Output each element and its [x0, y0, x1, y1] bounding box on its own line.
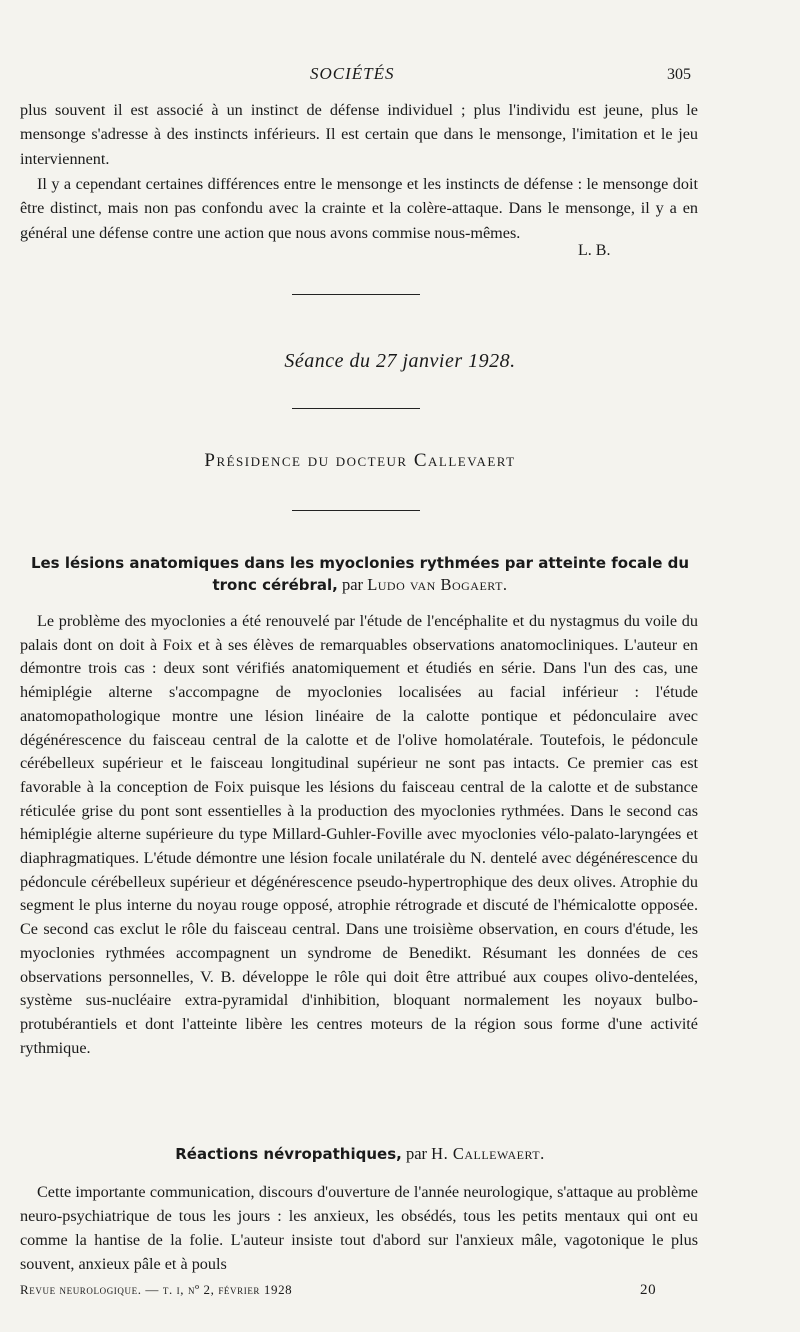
presidence-heading: Présidence du docteur Callevaert	[204, 450, 516, 471]
article-2-by: par	[405, 1144, 428, 1163]
article-2-title: Réactions névropathiques,	[175, 1145, 402, 1163]
intro-paragraph-1: plus souvent il est associé à un instinct de défense individuel ; plus l'individu est jeune, plus le mensonge s'adresse à des instincts inférieurs. Il est certain que dans le mensonge, l'imitation et le jeu interviennent.	[20, 101, 698, 168]
signature-mark: 20	[640, 1282, 657, 1298]
intro-signature: L. B.	[578, 242, 611, 259]
page-number: 305	[667, 66, 691, 83]
section-rule-2	[292, 408, 420, 409]
journal-citation: Revue neurologique. — t. i, nº 2, février 1928	[20, 1282, 293, 1297]
article-2-body: Cette importante communication, discours d'ouverture de l'année neurologique, s'attaque au problème neuro-psychiatrique de tous les jours : les anxieux, les obsédés, tous les petits mentaux qui ont eu comme la hantise de la folie. L'auteur insiste tout d'abord sur l'anxieux mâle, vagotonique le plus souvent, anxieux pâle et à pouls	[20, 1183, 698, 1273]
page-footer	[20, 1282, 700, 1302]
article-1-author: Ludo van Bogaert.	[367, 575, 508, 594]
article-2-heading	[0, 1144, 720, 1164]
session-title: Séance du 27 janvier 1928.	[284, 350, 516, 372]
article-2-author: H. Callewaert.	[431, 1144, 545, 1163]
running-head	[0, 64, 800, 88]
intro-paragraph-2: Il y a cependant certaines différences entre le mensonge et les instincts de défense : le mensonge doit être distinct, mais non pas confondu avec la crainte et la colère-attaque. Dans le mensonge, il y a en général une défense contre une action que nous avons commise nous-mêmes.	[20, 175, 698, 242]
section-rule-1	[292, 294, 420, 295]
article-1-heading	[20, 552, 700, 596]
running-title: SOCIÉTÉS	[310, 64, 395, 83]
article-1-title: Les lésions anatomiques dans les myoclonies rythmées par atteinte focale du tronc cérébral,	[30, 554, 690, 594]
article-1-body: Le problème des myoclonies a été renouvelé par l'étude de l'encéphalite et du nystagmus du voile du palais dont on doit à Foix et à ses élèves de remarquables observations anatomocliniques. L'auteur en démontre trois cas : deux sont vérifiés anatomiquement et étudiés en série. Dans l'un des cas, une hémiplégie alterne s'accompagne de myoclonies localisées au facial inférieur : l'étude anatomopathologique montre une lésion linéaire de la calotte pontique et pédonculaire avec dégénérescence du faisceau central de la calotte et de l'olive homolatérale. Toutefois, le pédoncule cérébelleux supérieur et le faisceau longitudinal supérieur ne sont pas intacts. Ce premier cas est favorable à la conception de Foix puisque les lésions du faisceau central de la calotte et de substance réticulée grise du pont sont essentielles à la production des myoclonies rythmées. Dans le second cas hémiplégie alterne supérieure du type Millard-Guhler-Foville avec myoclonies vélo-palato-laryngées et diaphragmatiques. L'étude démontre une lésion focale unilatérale du N. dentelé avec dégénérescence du pédoncule cérébelleux supérieur et dégénérescence pseudo-hypertrophique des deux olives. Atrophie du segment le plus interne du noyau rouge opposé, atrophie rétrograde et discuté de l'hémicalotte opposée. Ce second cas exclut le rôle du faisceau central. Dans une troisième observation, en cours d'étude, les myoclonies rythmées accompagnent un syndrome de Benedikt. Résumant les données de ces observations personnelles, V. B. développe le rôle qui doit être attribué aux coupes olivo-dentelées, système sus-nucléaire extra-pyramidal d'inhibition, bloquant normalement les noyaux bulbo-protubérantiels et dont l'atteinte libère les centres moteurs de la région sous forme d'une activité rythmique.	[20, 612, 698, 1057]
section-rule-3	[292, 510, 420, 511]
article-1-by: par	[341, 575, 364, 594]
